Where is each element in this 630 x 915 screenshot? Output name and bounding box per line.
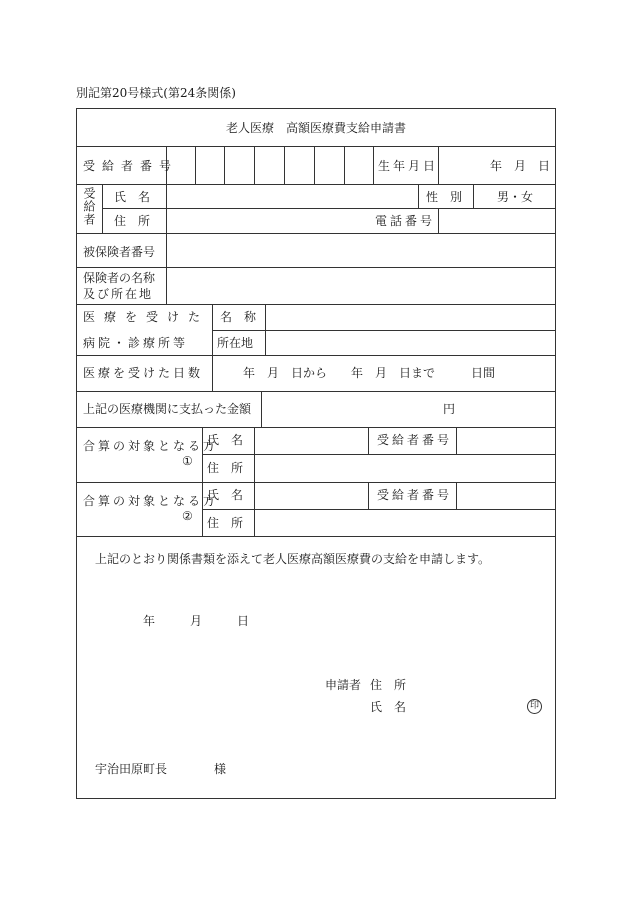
- digit-box-divider: [284, 146, 285, 184]
- col-divider: [438, 208, 439, 233]
- paid-amount-unit: 円: [443, 402, 456, 416]
- phone-label: 電話番号: [375, 214, 436, 228]
- col-divider: [373, 146, 374, 184]
- col-divider: [456, 482, 457, 509]
- sex-value: 男・女: [497, 190, 534, 204]
- col-divider: [166, 233, 167, 304]
- row-divider: [77, 304, 555, 305]
- form-title: 老人医療 高額医療費支給申請書: [225, 121, 406, 135]
- digit-box-divider: [254, 146, 255, 184]
- row-divider: [77, 184, 555, 185]
- col-divider: [254, 427, 255, 536]
- digit-box-divider: [314, 146, 315, 184]
- combined-person-1-recipient-number-label: 受給者番号: [377, 433, 453, 447]
- applicant-label: 申請者: [325, 678, 362, 692]
- date-year-label: 年: [143, 614, 156, 628]
- honorific: 様: [214, 762, 227, 776]
- hospital-label-line1: 医療を受けた: [83, 310, 210, 324]
- combined-person-1-label: 合算の対象となる方: [83, 439, 219, 453]
- combined-person-2-marker: ②: [182, 509, 193, 523]
- sex-label: 性 別: [426, 190, 463, 204]
- combined-person-2-name-label: 氏 名: [207, 488, 244, 502]
- insurer-label-line1: 保険者の名称: [83, 271, 156, 285]
- row-divider: [77, 146, 555, 147]
- combined-person-1-address-label: 住 所: [207, 461, 244, 475]
- combined-person-2-recipient-number-label: 受給者番号: [377, 488, 453, 502]
- col-divider: [102, 184, 103, 233]
- days-value: 年 月 日から 年 月 日まで 日間: [243, 366, 496, 380]
- col-divider: [438, 146, 439, 184]
- row-divider: [77, 482, 555, 483]
- hospital-label-line2: 病院・診療所等: [83, 336, 189, 350]
- insurer-label-line2: 及び所在地: [83, 287, 154, 301]
- paid-amount-label: 上記の医療機関に支払った金額: [83, 402, 252, 416]
- col-divider: [368, 482, 369, 509]
- days-label: 医療を受けた日数: [83, 366, 204, 380]
- hospital-name-label: 名 称: [220, 310, 257, 324]
- combined-person-1-marker: ①: [182, 454, 193, 468]
- recipient-name-label: 氏 名: [114, 190, 151, 204]
- date-month-label: 月: [190, 614, 203, 628]
- seal-mark: 印: [527, 699, 542, 714]
- addressee: 宇治田原町長: [95, 762, 168, 776]
- form-caption: 別記第20号様式(第24条関係): [76, 86, 236, 100]
- applicant-name-label: 氏 名: [370, 700, 407, 714]
- col-divider: [418, 184, 419, 208]
- col-divider: [212, 304, 213, 391]
- birth-date-value: 年 月 日: [490, 159, 551, 173]
- col-divider: [456, 427, 457, 454]
- row-divider: [77, 355, 555, 356]
- hospital-address-label: 所在地: [217, 336, 254, 350]
- combined-person-2-address-label: 住 所: [207, 516, 244, 530]
- recipient-address-label: 住 所: [114, 214, 151, 228]
- row-divider: [212, 330, 555, 331]
- col-divider: [166, 184, 167, 233]
- application-form: [76, 108, 556, 799]
- digit-box-divider: [224, 146, 225, 184]
- combined-person-2-label: 合算の対象となる方: [83, 494, 219, 508]
- col-divider: [473, 184, 474, 208]
- row-divider: [77, 267, 555, 268]
- date-day-label: 日: [237, 614, 250, 628]
- row-divider: [77, 233, 555, 234]
- digit-box-divider: [195, 146, 196, 184]
- col-divider: [265, 304, 266, 355]
- birth-date-label: 生年月日: [378, 159, 439, 173]
- combined-person-1-name-label: 氏 名: [207, 433, 244, 447]
- row-divider: [77, 536, 555, 537]
- applicant-address-label: 住 所: [370, 678, 407, 692]
- row-divider: [77, 427, 555, 428]
- digit-box-divider: [344, 146, 345, 184]
- insured-number-label: 被保険者番号: [83, 245, 156, 259]
- col-divider: [368, 427, 369, 454]
- col-divider: [261, 391, 262, 427]
- declaration-text: 上記のとおり関係書類を添えて老人医療高額医療費の支給を申請します。: [95, 552, 491, 566]
- recipient-group-label: 受給者: [82, 187, 96, 226]
- recipient-number-label: 受給者番号: [83, 159, 179, 173]
- row-divider: [77, 391, 555, 392]
- row-divider: [102, 208, 555, 209]
